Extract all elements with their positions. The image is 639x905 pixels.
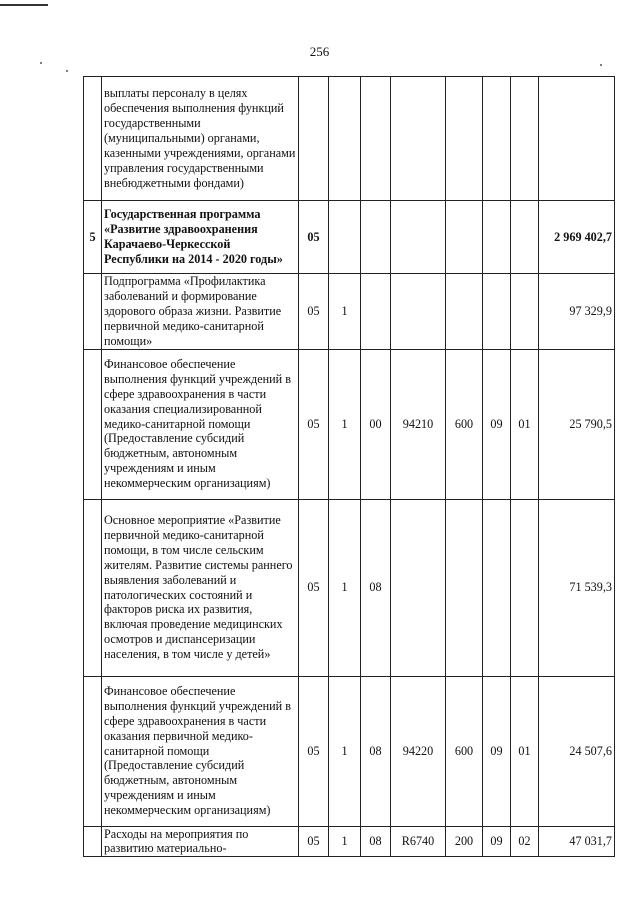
item-name-cell: Государственная программа «Развитие здравоохранения Карачаево-Черкесской Республики на 2014 - 2020 годы» xyxy=(102,201,299,274)
subprogram-code-cell: 1 xyxy=(329,826,361,857)
table-row xyxy=(84,77,615,201)
subsection-code-cell: 02 xyxy=(511,826,539,857)
row-number-cell xyxy=(84,349,102,499)
item-name-cell: Основное мероприятие «Развитие первичной медико-санитарной помощи, в том числе сельским жителям. Развитие системы раннего выявления заболеваний и патологических состояний и факторов риска их развития, включая проведение медицинских осмотров и диспансеризации населения, в том числе у детей» xyxy=(102,499,299,676)
amount-cell: 71 539,3 xyxy=(539,499,615,676)
activity-code-cell xyxy=(361,77,391,201)
program-code-cell: 05 xyxy=(299,499,329,676)
table-row xyxy=(84,201,615,274)
amount-cell: 24 507,6 xyxy=(539,676,615,826)
section-code-cell: 09 xyxy=(483,349,511,499)
expense-type-code-cell xyxy=(446,499,483,676)
row-number-cell xyxy=(84,826,102,857)
amount-cell: 47 031,7 xyxy=(539,826,615,857)
row-number-cell xyxy=(84,499,102,676)
row-number-cell: 5 xyxy=(84,201,102,274)
expense-direction-code-cell xyxy=(391,201,446,274)
activity-code-cell: 08 xyxy=(361,826,391,857)
subsection-code-cell xyxy=(511,77,539,201)
section-code-cell: 09 xyxy=(483,676,511,826)
scan-top-rule xyxy=(0,4,48,6)
expense-direction-code-cell xyxy=(391,499,446,676)
table-row xyxy=(84,826,615,857)
expense-type-code-cell: 600 xyxy=(446,349,483,499)
table-row xyxy=(84,274,615,350)
section-code-cell: 09 xyxy=(483,826,511,857)
expense-direction-code-cell: R6740 xyxy=(391,826,446,857)
amount-cell xyxy=(539,77,615,201)
program-code-cell: 05 xyxy=(299,274,329,350)
item-name-cell: Финансовое обеспечение выполнения функций учреждений в сфере здравоохранения в части оказания первичной медико-санитарной помощи (Предоставление субсидий бюджетным, автономным учреждениям и иным некоммерческим организациям) xyxy=(102,676,299,826)
program-code-cell: 05 xyxy=(299,349,329,499)
expense-direction-code-cell: 94210 xyxy=(391,349,446,499)
subsection-code-cell: 01 xyxy=(511,676,539,826)
amount-cell: 97 329,9 xyxy=(539,274,615,350)
scan-speck xyxy=(600,64,602,66)
table-row xyxy=(84,676,615,826)
activity-code-cell xyxy=(361,201,391,274)
row-number-cell xyxy=(84,274,102,350)
item-name-cell: Подпрограмма «Профилактика заболеваний и формирование здорового образа жизни. Развитие первичной медико-санитарной помощи» xyxy=(102,274,299,350)
expense-type-code-cell: 600 xyxy=(446,676,483,826)
program-code-cell: 05 xyxy=(299,676,329,826)
table-row xyxy=(84,499,615,676)
section-code-cell xyxy=(483,201,511,274)
program-code-cell xyxy=(299,77,329,201)
subsection-code-cell: 01 xyxy=(511,349,539,499)
scan-speck xyxy=(66,70,68,72)
table-row xyxy=(84,349,615,499)
scan-speck xyxy=(40,62,42,64)
amount-cell: 25 790,5 xyxy=(539,349,615,499)
subprogram-code-cell: 1 xyxy=(329,274,361,350)
expense-type-code-cell xyxy=(446,201,483,274)
activity-code-cell: 08 xyxy=(361,499,391,676)
subsection-code-cell xyxy=(511,201,539,274)
subsection-code-cell xyxy=(511,274,539,350)
subsection-code-cell xyxy=(511,499,539,676)
row-number-cell xyxy=(84,77,102,201)
page-number: 256 xyxy=(309,44,330,59)
expense-type-code-cell xyxy=(446,77,483,201)
expense-direction-code-cell xyxy=(391,77,446,201)
program-code-cell: 05 xyxy=(299,201,329,274)
item-name-cell: Расходы на мероприятия по развитию материально- xyxy=(102,826,299,857)
budget-table-body xyxy=(84,77,615,857)
expense-direction-code-cell: 94220 xyxy=(391,676,446,826)
expense-type-code-cell: 200 xyxy=(446,826,483,857)
activity-code-cell: 08 xyxy=(361,676,391,826)
section-code-cell xyxy=(483,274,511,350)
expense-direction-code-cell xyxy=(391,274,446,350)
subprogram-code-cell: 1 xyxy=(329,499,361,676)
budget-table xyxy=(83,76,615,857)
item-name-cell: Финансовое обеспечение выполнения функций учреждений в сфере здравоохранения в части оказания специализированной медико-санитарной помощи (Предоставление субсидий бюджетным, автономным учреждениям и иным некоммерческим организациям) xyxy=(102,349,299,499)
subprogram-code-cell xyxy=(329,77,361,201)
activity-code-cell xyxy=(361,274,391,350)
section-code-cell xyxy=(483,77,511,201)
subprogram-code-cell: 1 xyxy=(329,676,361,826)
amount-cell: 2 969 402,7 xyxy=(539,201,615,274)
program-code-cell: 05 xyxy=(299,826,329,857)
section-code-cell xyxy=(483,499,511,676)
subprogram-code-cell: 1 xyxy=(329,349,361,499)
row-number-cell xyxy=(84,676,102,826)
subprogram-code-cell xyxy=(329,201,361,274)
expense-type-code-cell xyxy=(446,274,483,350)
activity-code-cell: 00 xyxy=(361,349,391,499)
item-name-cell: выплаты персоналу в целях обеспечения выполнения функций государственными (муниципальными) органами, казенными учреждениями, органами управления государственными внебюджетными фондами) xyxy=(102,77,299,201)
